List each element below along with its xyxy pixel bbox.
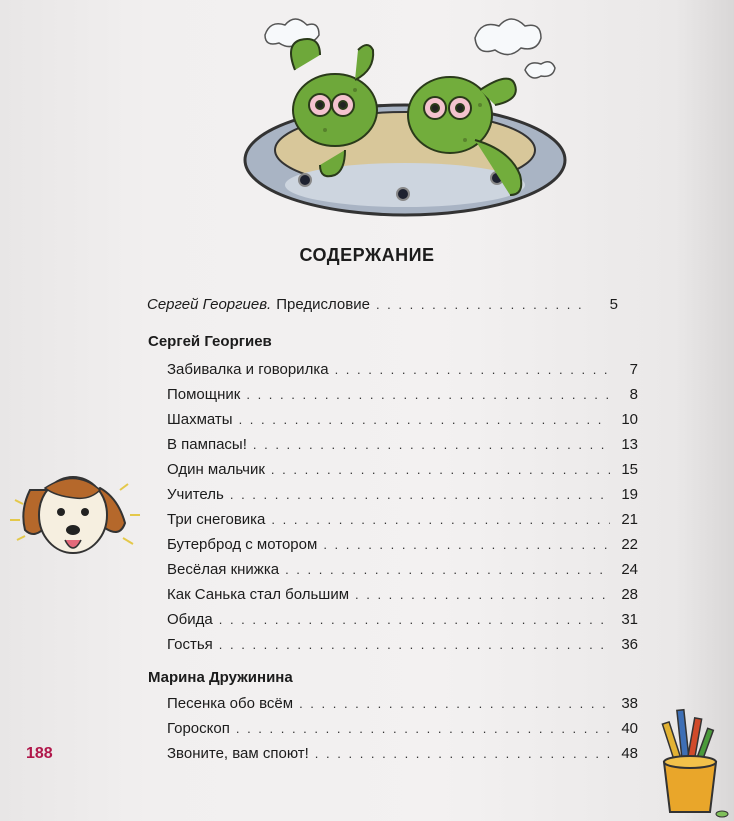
leader-dots: [239, 411, 610, 429]
entry-title: Учитель: [167, 486, 224, 503]
page-ref: 28: [621, 586, 638, 603]
frogs-boat-illustration: [225, 10, 585, 235]
page-ref: 31: [621, 611, 638, 628]
page-number: 188: [26, 745, 53, 762]
page-ref: 5: [609, 296, 618, 313]
leader-dots: [376, 296, 590, 314]
leader-dots: [271, 461, 610, 479]
page-ref: 10: [621, 411, 638, 428]
entry-title: Помощник: [167, 386, 241, 403]
entry-title: Весёлая книжка: [167, 561, 280, 578]
toc-entry: [167, 361, 638, 379]
entry-title: Гостья: [167, 636, 213, 653]
page-ref: 21: [621, 511, 638, 528]
entry-title: Песенка обо всём: [167, 695, 294, 712]
leader-dots: [219, 611, 610, 629]
page-ref: 38: [621, 695, 638, 712]
toc-entry: [167, 436, 638, 454]
entry-title: Забивалка и говорилка: [167, 361, 329, 378]
toc-entry: [167, 695, 638, 713]
leader-dots: [246, 386, 610, 404]
page-ref: 7: [629, 361, 638, 378]
page-ref: 8: [629, 386, 638, 403]
toc-entry: [167, 636, 638, 654]
leader-dots: [230, 486, 610, 504]
pencil-cup-illustration: [650, 700, 734, 821]
leader-dots: [285, 561, 610, 579]
section-author: Марина Дружинина: [148, 669, 293, 686]
entry-title: Шахматы: [167, 411, 233, 428]
leader-dots: [299, 695, 610, 713]
section-author: Сергей Георгиев: [148, 333, 272, 350]
leader-dots: [323, 536, 610, 554]
leader-dots: [271, 511, 610, 529]
entry-title: Как Санька стал большим: [167, 586, 350, 603]
toc-entry: [167, 720, 638, 738]
leader-dots: [236, 720, 610, 738]
preface-title: Предисловие: [276, 296, 370, 313]
leader-dots: [355, 586, 610, 604]
puppy-dog-illustration: [5, 460, 145, 570]
page-ref: 19: [621, 486, 638, 503]
preface-author: Сергей Георгиев.: [147, 296, 272, 313]
leader-dots: [315, 745, 610, 763]
toc-entry: [167, 611, 638, 629]
page-ref: 24: [621, 561, 638, 578]
page-ref: 15: [621, 461, 638, 478]
toc-entry: [167, 386, 638, 404]
toc-entry: [167, 486, 638, 504]
entry-title: Обида: [167, 611, 213, 628]
entry-title: Бутерброд с мотором: [167, 536, 318, 553]
entry-title: В пампасы!: [167, 436, 247, 453]
page-ref: 13: [621, 436, 638, 453]
page-ref: 36: [621, 636, 638, 653]
toc-entry-preface: [147, 296, 618, 314]
toc-entry: [167, 411, 638, 429]
toc-entry: [167, 536, 638, 554]
toc-entry: [167, 586, 638, 604]
entry-title: Гороскоп: [167, 720, 230, 737]
toc-entry: [167, 561, 638, 579]
toc-entry: [167, 511, 638, 529]
leader-dots: [253, 436, 610, 454]
toc-title: СОДЕРЖАНИЕ: [299, 245, 435, 265]
page-ref: 22: [621, 536, 638, 553]
entry-title: Один мальчик: [167, 461, 265, 478]
leader-dots: [335, 361, 610, 379]
toc-entry: [167, 461, 638, 479]
toc-entry: [167, 745, 638, 763]
entry-title: Три снеговика: [167, 511, 266, 528]
entry-title: Звоните, вам споют!: [167, 745, 309, 762]
leader-dots: [219, 636, 610, 654]
page-ref: 48: [621, 745, 638, 762]
page-ref: 40: [621, 720, 638, 737]
